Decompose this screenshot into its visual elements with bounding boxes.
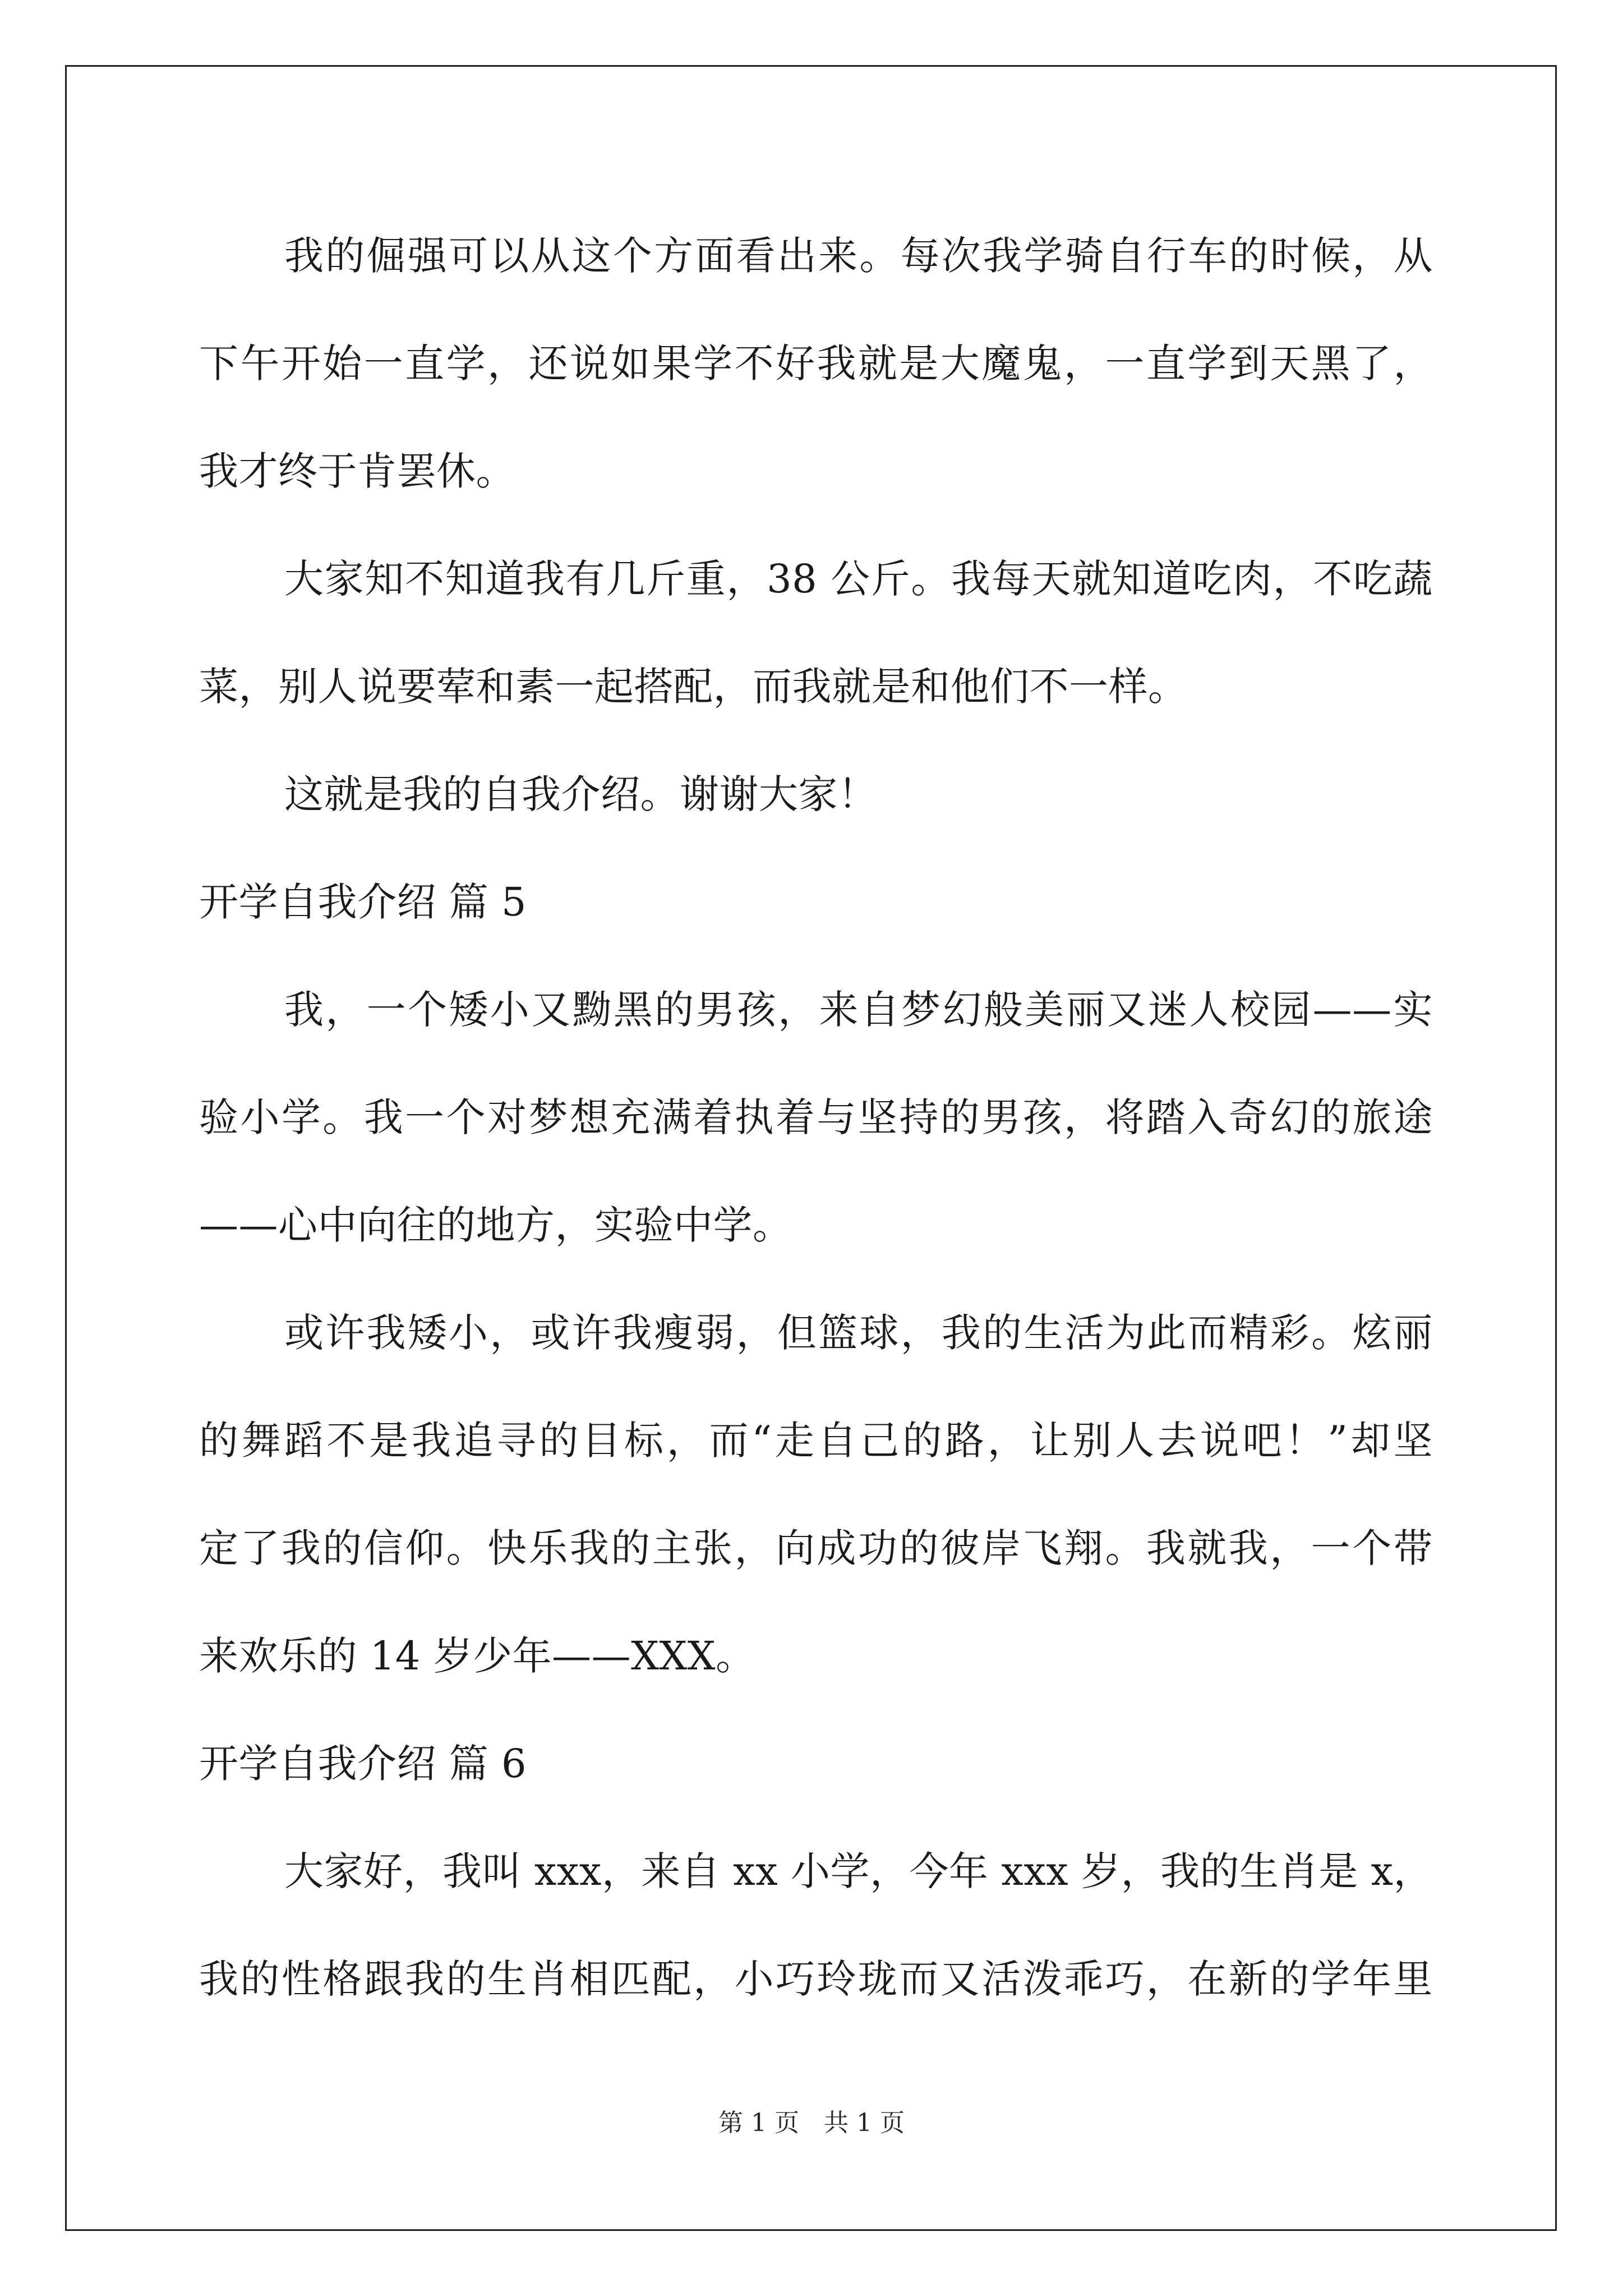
section-heading: 开学自我介绍 篇 5 [199,879,527,925]
paragraph-line: 我才终于肯罢休。 [199,448,515,494]
paragraph-line: ——心中向往的地方，实验中学。 [199,1202,792,1248]
paragraph-line: 下午开始一直学，还说如果学不好我就是大魔鬼，一直学到天黑了， [199,341,1433,386]
page-number-footer: 第 1 页 共 1 页 [718,2109,905,2137]
paragraph-line: 这就是我的自我介绍。谢谢大家！ [284,771,878,817]
paragraph-line: 大家知不知道我有几斤重，38 公斤。我每天就知道吃肉，不吃蔬 [284,556,1433,602]
paragraph-line: 我的性格跟我的生肖相匹配，小巧玲珑而又活泼乖巧，在新的学年里 [199,1956,1433,2002]
paragraph-line: 来欢乐的 14 岁少年——XXX。 [199,1633,755,1679]
paragraph-line: 我，一个矮小又黝黑的男孩，来自梦幻般美丽又迷人校园——实 [284,987,1433,1033]
paragraph-line: 定了我的信仰。快乐我的主张，向成功的彼岸飞翔。我就我，一个带 [199,1525,1433,1571]
paragraph-line: 验小学。我一个对梦想充满着执着与坚持的男孩，将踏入奇幻的旅途 [199,1094,1433,1140]
section-heading: 开学自我介绍 篇 6 [199,1741,527,1787]
paragraph-line: 的舞蹈不是我追寻的目标，而“走自己的路，让别人去说吧！”却坚 [199,1418,1433,1464]
paragraph-line: 或许我矮小，或许我瘦弱，但篮球，我的生活为此而精彩。炫丽 [284,1310,1433,1356]
paragraph-line: 我的倔强可以从这个方面看出来。每次我学骑自行车的时候，从 [284,233,1433,279]
paragraph-line: 菜，别人说要荤和素一起搭配，而我就是和他们不一样。 [199,664,1188,710]
paragraph-line: 大家好，我叫 xxx，来自 xx 小学，今年 xxx 岁，我的生肖是 x， [284,1848,1433,1894]
